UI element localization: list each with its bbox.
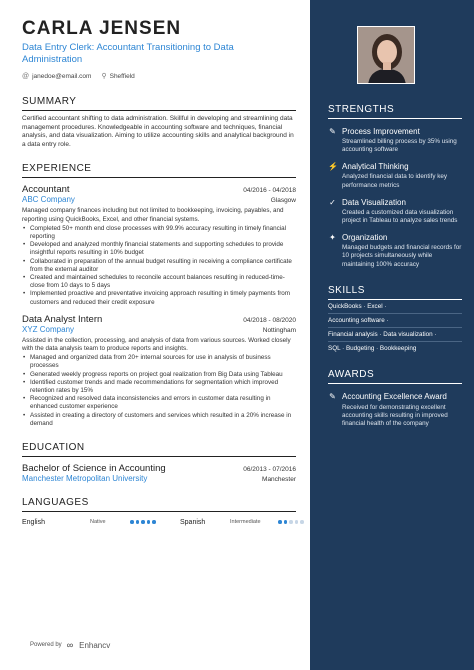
language-name: English [22,518,45,526]
languages-title: LANGUAGES [22,497,296,512]
job-dates: 04/2018 - 08/2020 [243,316,296,324]
strength-desc: Managed budgets and financial records for 10 projects simultaneously while maintaining 100% accuracy [342,244,462,268]
language-name: Spanish [180,518,206,526]
skill-row: QuickBooks · Excel · [328,300,462,314]
wrench-icon: ✎ [329,127,336,136]
check-icon: ✓ [329,197,336,207]
strength-item [328,127,462,154]
skill-row: SQL · Budgeting · Bookkeeping [328,344,417,352]
footer-brand [30,640,110,650]
proficiency-dot [289,520,293,524]
job-title: Accountant [22,184,70,196]
summary-text: Certified accountant shifting to data administration. Skillful in developing and streamlining data management procedures. Knowledgeable in accounting software and techniques, financial analysis, and data visualization. Aiming to utilize accounting skills and analytical background in a data entry role. [22,115,294,148]
strength-title: Process Improvement [342,127,420,136]
main-column [22,18,296,526]
strength-title: Organization [342,233,388,243]
contact-row [22,72,296,80]
bullet-item: • Identified customer trends and made recommendations for segmentation which improved retention rates by 15% [22,379,296,395]
languages-row [22,518,296,526]
job-entry [22,314,296,428]
email-text: janedoe@email.com [32,72,92,80]
strength-desc: Analyzed financial data to identify key performance metrics [342,173,448,189]
proficiency-dot [300,520,304,524]
candidate-headline: Data Entry Clerk: Accountant Transitioning to Data Administration [22,42,234,65]
email-item[interactable] [22,73,91,80]
sidebar [310,0,474,670]
strength-desc: Streamlined billing process by 35% using accounting software [342,138,457,154]
proficiency-dot [130,520,134,524]
skills-title: SKILLS [328,285,462,300]
award-item [328,392,462,429]
strength-item [328,233,462,269]
proficiency-dots [278,520,304,524]
job-entry [22,184,296,306]
sidebar-content [328,104,462,428]
bullet-item: • Implemented proactive and preventative invoicing approach resulting in timely payments from customers and reduced their credit exposure [22,290,296,306]
star-icon: ✎ [329,391,336,401]
enhancv-logo-icon: ∞ [66,640,75,650]
at-icon: @ [22,72,30,80]
proficiency-dot [295,520,299,524]
lightning-icon: ⚡ [328,162,338,172]
puzzle-icon: ✦ [329,233,336,243]
summary-title: SUMMARY [22,96,296,111]
job-location: Nottingham [262,326,296,334]
brand-name: Enhancv [79,640,111,650]
job-bullets [22,354,296,428]
education-location: Manchester [262,476,296,484]
bullet-item: • Generated weekly progress reports on project goal realization from Big Data using Tableau [22,371,296,379]
job-description: Managed company finances including but not limited to bookkeeping, invoicing, payables, and reporting using QuickBooks, Excel, and other financial systems. [22,207,284,223]
proficiency-dot [152,520,156,524]
location-item [101,72,134,80]
awards-title: AWARDS [328,369,462,384]
award-title: Accounting Excellence Award [342,391,447,401]
profile-photo-image [358,27,415,84]
language-level: Native [90,519,106,526]
proficiency-dot [141,520,145,524]
bullet-item: • Managed and organized data from 20+ internal sources for use in analysis of business processes [22,354,296,370]
job-bullets [22,225,296,307]
bullet-item: • Assisted in creating a directory of customers and services which resulted in a 20% increase in demand [22,412,296,428]
language-item [180,519,304,526]
education-title: EDUCATION [22,442,296,457]
job-title: Data Analyst Intern [22,313,103,325]
strength-desc: Created a customized data visualization project in Tableau to analyze sales trends [342,208,458,225]
language-item [22,519,170,526]
experience-title: EXPERIENCE [22,163,296,178]
skill-row: Accounting software · [328,314,462,328]
bullet-item: • Created and maintained schedules to reconcile account balances resulting in reduced-time-close from 10 days to 5 days [22,274,296,290]
strength-item [328,198,462,225]
strength-item [328,162,462,189]
proficiency-dots [130,520,170,524]
candidate-name: CARLA JENSEN [22,18,182,39]
profile-photo [357,26,415,84]
school-name: Manchester Metropolitan University [22,474,148,484]
skill-row: Financial analysis · Data visualization · [328,328,462,342]
powered-by-text: Powered by [30,642,62,648]
bullet-item: • Collaborated in preparation of the annual budget resulting in receiving a compliance certificate from the external auditor [22,258,296,274]
proficiency-dot [284,520,288,524]
company-name: ABC Company [22,195,75,205]
strength-title: Data Visualization [342,197,406,207]
strengths-title: STRENGTHS [328,104,462,119]
language-level: Intermediate [230,519,261,526]
job-description: Assisted in the collection, processing, and analysis of data from various sources. Worked closely with the data analysis team to produce reports and insights. [22,336,291,353]
proficiency-dot [278,520,282,524]
education-dates: 06/2013 - 07/2016 [243,466,296,474]
company-name: XYZ Company [22,324,75,334]
bullet-item: • Recognized and resolved data inconsistencies and errors in customer data resulting in enhanced customer experience [22,395,296,411]
proficiency-dot [136,520,140,524]
education-entry [22,463,296,483]
strength-title: Analytical Thinking [342,162,409,172]
location-pin-icon: ⚲ [101,73,107,80]
location-text: Sheffield [109,72,135,80]
bullet-item: • Developed and analyzed monthly financial statements and supporting schedules to provide insightful reports resulting in 10% budget [22,241,296,257]
bullet-item: • Completed 50+ month end close processes with 99.9% accuracy resulting in timely financial reporting [22,225,296,241]
award-desc: Received for demonstrating excellent accounting skills resulting in improved financial health of the company [342,403,448,428]
proficiency-dot [147,520,151,524]
job-location: Glasgow [270,197,296,205]
degree-title: Bachelor of Science in Accounting [22,463,166,475]
job-dates: 04/2016 - 04/2018 [243,187,296,195]
